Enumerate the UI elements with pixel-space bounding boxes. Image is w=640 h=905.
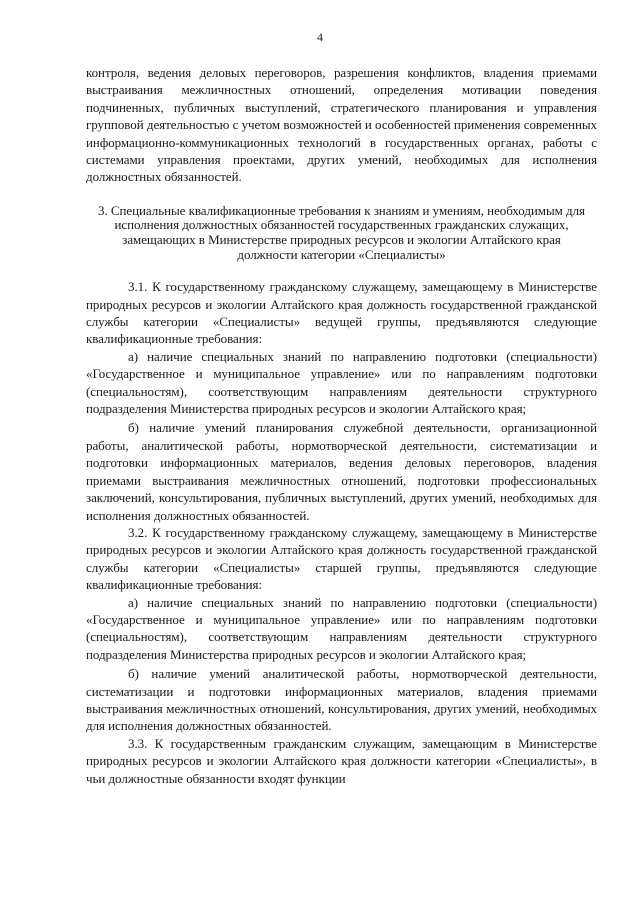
- paragraph-3-1-b: б) наличие умений планирования служебной деятельности, организационной работы, аналитической работы, нормотворческой деятельности, систематизации и подготовки информационных материалов, ведения деловых переговоров, владения приемами выстраивания межличностных отношений, подготовки профессиональных заключений, консультирования, публичных выступлений, других умений, необходимых для исполнения должностных обязанностей.: [86, 420, 597, 523]
- paragraph-3-1: 3.1. К государственному гражданскому служащему, замещающему в Министерстве природных ресурсов и экологии Алтайского края должность государственной гражданской службы категории «Специалисты» ведущей группы, предъявляются следующие квалификационные требования:: [86, 279, 597, 347]
- paragraph-3-1-a: а) наличие специальных знаний по направлению подготовки (специальности) «Государственное и муниципальное управление» или по направлениям подготовки (специальностям), соответствующим направлениям деятельности структурного подразделения Министерства природных ресурсов и экологии Алтайского края;: [86, 348, 597, 417]
- section-heading: 3. Специальные квалификационные требования к знаниям и умениям, необходимым для исполнения должностных обязанностей государственных гражданских служащих, замещающих в Министерстве природных ресурсов и экологии Алтайского края должности категории «Специалисты»: [98, 202, 585, 262]
- page-number: 4: [317, 30, 323, 44]
- paragraph-3-2-a: а) наличие специальных знаний по направлению подготовки (специальности) «Государственное и муниципальное управление» или по направлениям подготовки (специальностям), соответствующим направлениям деятельности структурного подразделения Министерства природных ресурсов и экологии Алтайского края;: [86, 594, 597, 662]
- paragraph-continuation: контроля, ведения деловых переговоров, разрешения конфликтов, владения приемами выстраивания межличностных отношений, определения мотивации поведения подчиненных, публичных выступлений, стратегического планирования и управления групповой деятельностью с учетом возможностей и особенностей применения современных информационно-коммуникационных технологий в государственных органах, работы с системами управления проектами, других умений, необходимых для исполнения должностных обязанностей.: [86, 65, 597, 185]
- paragraph-3-2: 3.2. К государственному гражданскому служащему, замещающему в Министерстве природных ресурсов и экологии Алтайского края должность государственной гражданской службы категории «Специалисты» старшей группы, предъявляются следующие квалификационные требования:: [86, 524, 597, 593]
- paragraph-3-2-b: б) наличие умений аналитической работы, нормотворческой деятельности, систематизации и подготовки информационных материалов, владения приемами выстраивания межличностных отношений, консультирования, других умений, необходимых для исполнения должностных обязанностей.: [86, 666, 597, 734]
- paragraph-3-3: 3.3. К государственным гражданским служащим, замещающим в Министерстве природных ресурсов и экологии Алтайского края должности категории «Специалисты», в чьи должностные обязанности входят функции: [86, 735, 597, 786]
- document-body: [86, 64, 597, 787]
